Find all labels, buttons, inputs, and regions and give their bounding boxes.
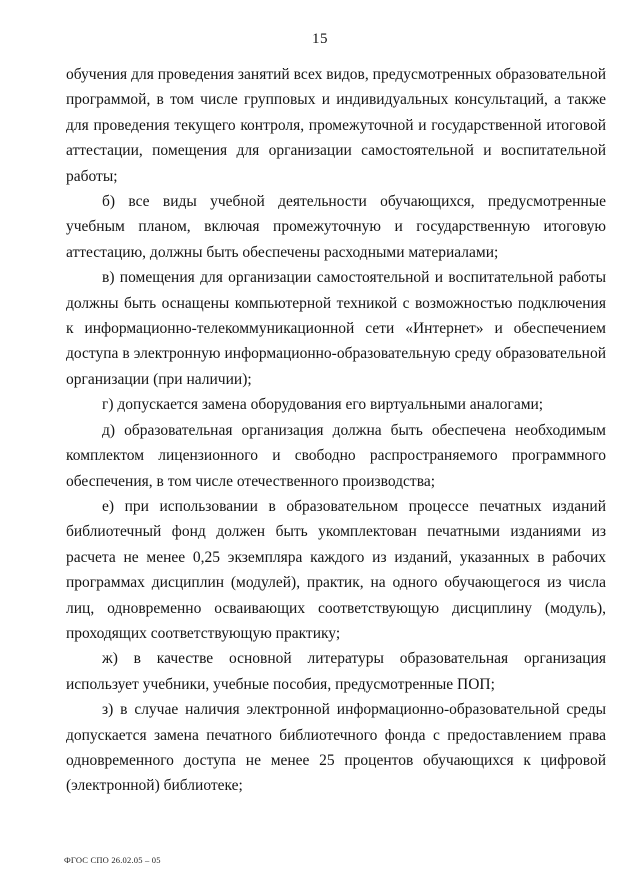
- paragraph-item-e: е) при использовании в образовательном процессе печатных изданий библиотечный фонд должен быть укомплектован печатными изданиями из расчета не менее 0,25 экземпляра каждого из изданий, указанных в рабочих программах дисциплин (модулей), практик, на одного обучающегося из числа лиц, одновременно осваивающих соответствующую дисциплину (модуль), проходящих соответствующую практику;: [66, 497, 606, 642]
- paragraph-item-z: з) в случае наличия электронной информационно-образовательной среды допускается замена печатного библиотечного фонда с предоставлением права одновременного доступа не менее 25 процентов обучающихся к цифровой (электронной) библиотеке;: [66, 701, 606, 795]
- paragraph-item-d: д) образовательная организация должна быть обеспечена необходимым комплектом лицензионного и свободно распространяемого программного обеспечения, в том числе отечественного производства;: [66, 421, 606, 490]
- paragraph-item-zh: ж) в качестве основной литературы образовательная организация использует учебники, учебные пособия, предусмотренные ПОП;: [66, 650, 606, 693]
- body-text: [66, 62, 606, 799]
- page-number: 15: [312, 31, 328, 47]
- footer-document-code: ФГОС СПО 26.02.05 – 05: [64, 855, 161, 865]
- paragraph-continuation: обучения для проведения занятий всех видов, предусмотренных образовательной программой, в том числе групповых и индивидуальных консультаций, а также для проведения текущего контроля, промежуточной и государственной итоговой аттестации, помещения для организации самостоятельной и воспитательной работы;: [66, 66, 606, 185]
- paragraph-item-g: г) допускается замена оборудования его виртуальными аналогами;: [102, 396, 544, 414]
- paragraph-item-b: б) все виды учебной деятельности обучающихся, предусмотренные учебным планом, включая промежуточную и государственную итоговую аттестацию, должны быть обеспечены расходными материалами;: [66, 193, 606, 261]
- paragraph-item-v: в) помещения для организации самостоятельной и воспитательной работы должны быть оснащены компьютерной техникой с возможностью подключения к информационно-телекоммуникационной сети «Интернет» и обеспечением доступа в электронную информационно-образовательную среду образовательной организации (при наличии);: [66, 269, 606, 388]
